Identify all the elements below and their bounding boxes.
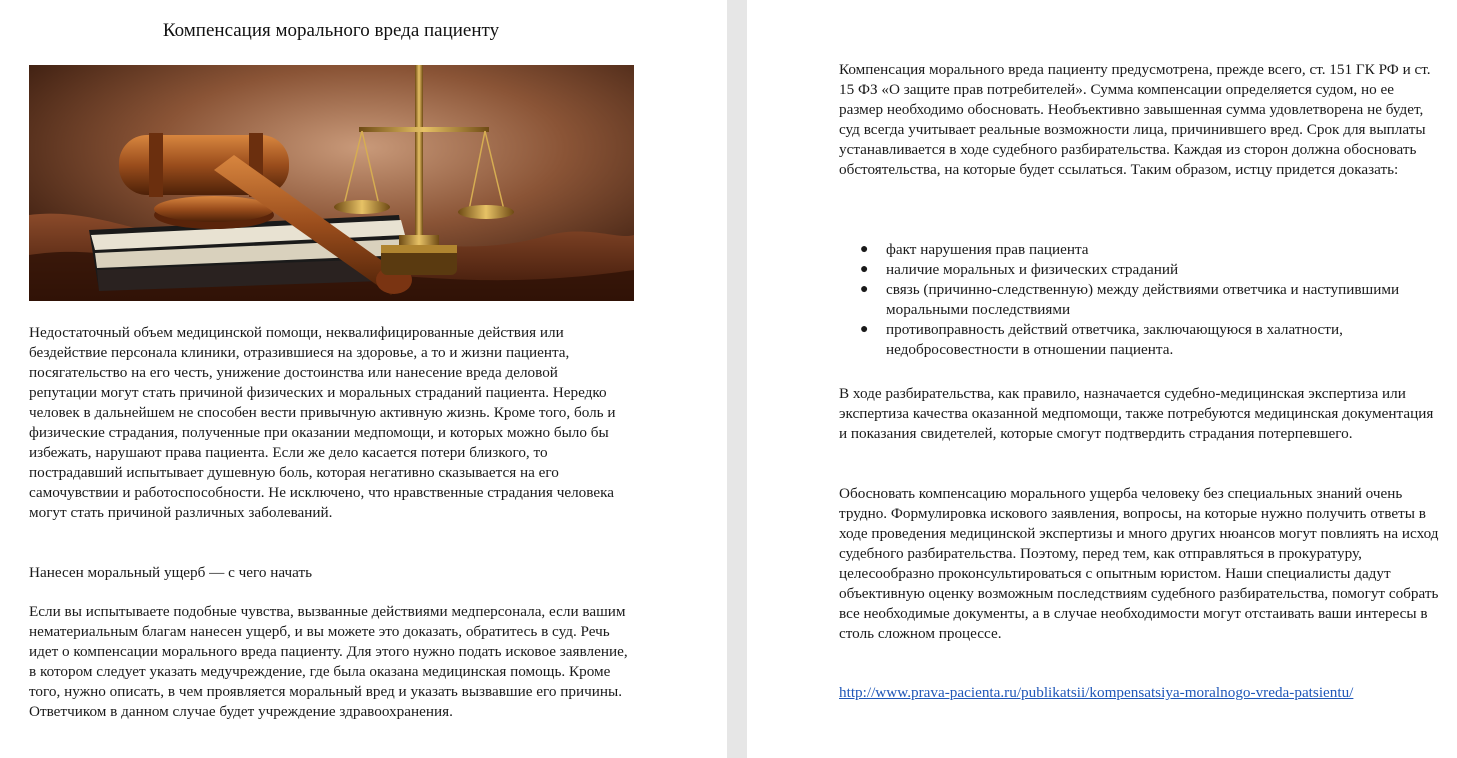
bullet-icon: ● bbox=[860, 242, 869, 257]
intro-paragraph: Недостаточный объем медицинской помощи, неквалифицированные действия или бездействие персонала клиники, отразившиеся на здоровье, а то и жизни пациента, посягательство на его честь, унижение достоинства или нанесение вреда деловой репутации могут стать причиной физических и моральных страданий пациента. Нередко человек в дальнейшем не способен вести привычную активную жизнь. Кроме того, боль и физические страдания, полученные при оказании медпомощи, и которых можно было бы избежать, нарушают права пациента. Если же дело касается потери близкого, то пострадавший испытывает душевную боль, которая негативно сказывается на его самочувствии и работоспособности. Не исключено, что нравственные страдания человека могут стать причиной различных заболеваний. bbox=[29, 324, 616, 521]
section-heading: Нанесен моральный ущерб — с чего начать bbox=[29, 564, 313, 581]
gavel-and-scales-image bbox=[29, 65, 634, 301]
list-item-text: связь (причинно-следственную) между действиями ответчика и наступившими моральными последствиями bbox=[886, 281, 1400, 318]
bullet-icon: ● bbox=[860, 322, 869, 337]
list-item bbox=[839, 280, 1439, 320]
list-item bbox=[839, 260, 1439, 280]
bullet-icon: ● bbox=[860, 282, 869, 297]
source-link[interactable]: http://www.prava-pacienta.ru/publikatsii/kompensatsiya-moralnogo-vreda-patsientu/ bbox=[839, 684, 1354, 701]
legal-basis-paragraph: Компенсация морального вреда пациенту предусмотрена, прежде всего, ст. 151 ГК РФ и ст. 15 ФЗ «О защите прав потребителей». Сумма компенсации определяется судом, но ее размер необходимо обосновать. Необъективно завышенная сумма удовлетворена не будет, суд всегда учитывает реальные возможности лица, причинившего вред. Срок для выплаты устанавливается в ходе судебного разбирательства. Каждая из сторон должна обосновать обстоятельства, на которые будет ссылаться. Таким образом, истцу придется доказать: bbox=[839, 61, 1431, 178]
consultation-paragraph: Обосновать компенсацию морального ущерба человеку без специальных знаний очень трудно. Формулировка искового заявления, вопросы, на которые нужно получить ответы в ходе проведения медицинской экспертизы и много других нюансов могут повлиять на исход судебного разбирательства. Поэтому, перед тем, как отправляться в прокуратуру, целесообразно проконсультироваться с опытным юристом. Наши специалисты дадут объективную оценку возможным последствиям судебного разбирательства, помогут собрать все необходимые документы, а в случае необходимости могут отстаивать ваши интересы в столь сложном процессе. bbox=[839, 485, 1439, 642]
document-page-right bbox=[747, 0, 1457, 758]
list-item bbox=[839, 240, 1439, 260]
page-title: Компенсация морального вреда пациенту bbox=[162, 20, 500, 41]
list-item-text: противоправность действий ответчика, заключающуюся в халатности, недобросовестности в отношении пациента. bbox=[886, 321, 1343, 358]
list-item bbox=[839, 320, 1439, 360]
body-paragraph: Если вы испытываете подобные чувства, вызванные действиями медперсонала, если вашим нематериальным благам нанесен ущерб, и вы можете это доказать, обратитесь в суд. Речь идет о компенсации морального вреда пациенту. Для этого нужно подать исковое заявление, в котором следует указать медучреждение, где была оказана медицинская помощь. Кроме того, нужно описать, в чем проявляется моральный вред и указать вызвавшие его причины. Ответчиком в данном случае будет учреждение здравоохранения. bbox=[29, 603, 628, 720]
proof-list bbox=[839, 240, 1439, 360]
expertise-paragraph: В ходе разбирательства, как правило, назначается судебно-медицинская экспертиза или экспертиза качества оказанной медпомощи, также потребуются медицинская документация и показания свидетелей, которые смогут подтвердить страдания потерпевшего. bbox=[839, 385, 1434, 442]
document-page-left bbox=[0, 0, 727, 758]
bullet-icon: ● bbox=[860, 262, 869, 277]
list-item-text: наличие моральных и физических страданий bbox=[886, 261, 1179, 278]
list-item-text: факт нарушения прав пациента bbox=[886, 241, 1089, 258]
page-gap bbox=[727, 0, 747, 758]
